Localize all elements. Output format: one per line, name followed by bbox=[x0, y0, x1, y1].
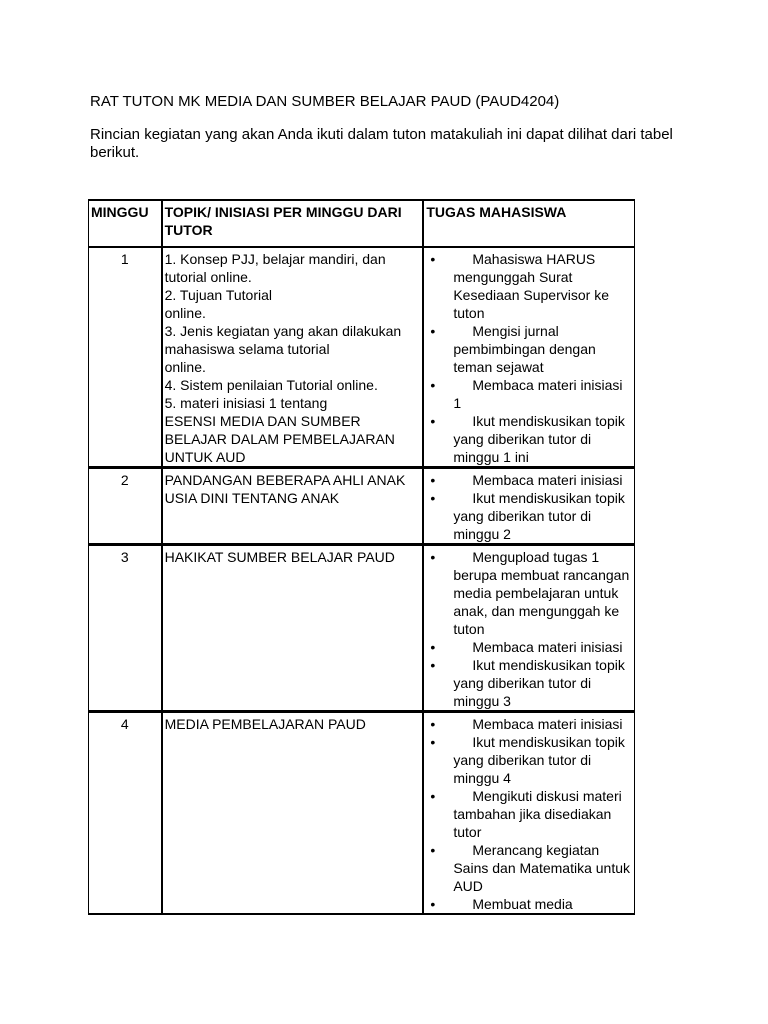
bullet-icon: • bbox=[430, 788, 436, 804]
table-row bbox=[88, 712, 635, 915]
task-item bbox=[426, 376, 632, 412]
tasks-cell bbox=[423, 468, 635, 545]
header-tasks: TUGAS MAHASISWA bbox=[423, 199, 635, 247]
task-item bbox=[426, 895, 632, 913]
rat-table bbox=[88, 199, 635, 915]
table-header-row bbox=[88, 199, 635, 247]
task-item bbox=[426, 787, 632, 841]
task-item bbox=[426, 489, 632, 543]
task-list bbox=[426, 715, 632, 913]
table-body bbox=[88, 247, 635, 915]
task-text: Membaca materi inisiasi bbox=[472, 716, 623, 732]
table-row bbox=[88, 247, 635, 468]
header-week: MINGGU bbox=[88, 199, 162, 247]
table-row bbox=[88, 545, 635, 712]
task-text: Membaca materi inisiasi bbox=[472, 472, 623, 488]
topic-line: 2. Tujuan Tutorial bbox=[164, 287, 273, 303]
topic-line: online. bbox=[164, 359, 206, 375]
task-text: Mahasiswa HARUS mengunggah Surat Kesediaan Supervisor ke tuton bbox=[453, 251, 609, 321]
topic-line: ESENSI MEDIA DAN SUMBER BELAJAR DALAM PEMBELAJARAN UNTUK AUD bbox=[164, 413, 395, 465]
task-item bbox=[426, 322, 632, 376]
bullet-icon: • bbox=[430, 377, 436, 393]
task-item bbox=[426, 250, 632, 322]
tasks-cell bbox=[423, 545, 635, 712]
document-intro: Rincian kegiatan yang akan Anda ikuti dalam tuton matakuliah ini dapat dilihat dari tabel berikut. bbox=[90, 126, 673, 161]
week-number: 4 bbox=[88, 712, 162, 915]
task-item bbox=[426, 471, 632, 489]
week-number: 3 bbox=[88, 545, 162, 712]
task-item bbox=[426, 656, 632, 710]
bullet-icon: • bbox=[430, 413, 436, 429]
bullet-icon: • bbox=[430, 657, 436, 673]
task-text: Ikut mendiskusikan topik yang diberikan tutor di minggu 2 bbox=[453, 490, 625, 542]
topic-line: 4. Sistem penilaian Tutorial online. bbox=[164, 377, 378, 393]
bullet-icon: • bbox=[430, 549, 436, 565]
bullet-icon: • bbox=[430, 251, 436, 267]
task-item bbox=[426, 412, 632, 466]
table-row bbox=[88, 468, 635, 545]
week-number: 1 bbox=[88, 247, 162, 468]
task-item bbox=[426, 733, 632, 787]
task-item bbox=[426, 638, 632, 656]
topic-line: online. bbox=[164, 305, 206, 321]
header-topic: TOPIK/ INISIASI PER MINGGU DARI TUTOR bbox=[162, 199, 424, 247]
task-text: Merancang kegiatan Sains dan Matematika untuk AUD bbox=[453, 842, 630, 894]
task-list bbox=[426, 471, 632, 543]
task-list bbox=[426, 548, 632, 710]
bullet-icon: • bbox=[430, 716, 436, 732]
topic-cell bbox=[162, 247, 424, 468]
topic-line: PANDANGAN BEBERAPA AHLI ANAK USIA DINI TENTANG ANAK bbox=[164, 472, 406, 506]
task-item bbox=[426, 548, 632, 638]
task-text: Membaca materi inisiasi 1 bbox=[453, 377, 623, 411]
task-text: Mengupload tugas 1 berupa membuat rancangan media pembelajaran untuk anak, dan mengunggah ke tuton bbox=[453, 549, 630, 637]
task-text: Mengikuti diskusi materi tambahan jika disediakan tutor bbox=[453, 788, 622, 840]
bullet-icon: • bbox=[430, 734, 436, 750]
bullet-icon: • bbox=[430, 896, 436, 912]
task-text: Ikut mendiskusikan topik yang diberikan tutor di minggu 1 ini bbox=[453, 413, 625, 465]
topic-line: 1. Konsep PJJ, belajar mandiri, dan tutorial online. bbox=[164, 251, 386, 285]
week-number: 2 bbox=[88, 468, 162, 545]
task-list bbox=[426, 250, 632, 466]
tasks-cell bbox=[423, 247, 635, 468]
topic-cell bbox=[162, 468, 424, 545]
bullet-icon: • bbox=[430, 323, 436, 339]
task-text: Mengisi jurnal pembimbingan dengan teman sejawat bbox=[453, 323, 596, 375]
bullet-icon: • bbox=[430, 490, 436, 506]
bullet-icon: • bbox=[430, 472, 436, 488]
task-item bbox=[426, 841, 632, 895]
tasks-cell bbox=[423, 712, 635, 915]
topic-line: MEDIA PEMBELAJARAN PAUD bbox=[164, 716, 366, 732]
task-text: Ikut mendiskusikan topik yang diberikan tutor di minggu 3 bbox=[453, 657, 625, 709]
document-title: RAT TUTON MK MEDIA DAN SUMBER BELAJAR PAUD (PAUD4204) bbox=[90, 93, 560, 110]
task-text: Membaca materi inisiasi bbox=[472, 639, 623, 655]
bullet-icon: • bbox=[430, 639, 436, 655]
task-item bbox=[426, 715, 632, 733]
topic-cell bbox=[162, 712, 424, 915]
task-text: Ikut mendiskusikan topik yang diberikan tutor di minggu 4 bbox=[453, 734, 625, 786]
topic-line: 5. materi inisiasi 1 tentang bbox=[164, 395, 328, 411]
topic-cell bbox=[162, 545, 424, 712]
topic-line: HAKIKAT SUMBER BELAJAR PAUD bbox=[164, 549, 395, 565]
topic-line: 3. Jenis kegiatan yang akan dilakukan mahasiswa selama tutorial bbox=[164, 323, 402, 357]
bullet-icon: • bbox=[430, 842, 436, 858]
task-text: Membuat media bbox=[472, 896, 573, 912]
